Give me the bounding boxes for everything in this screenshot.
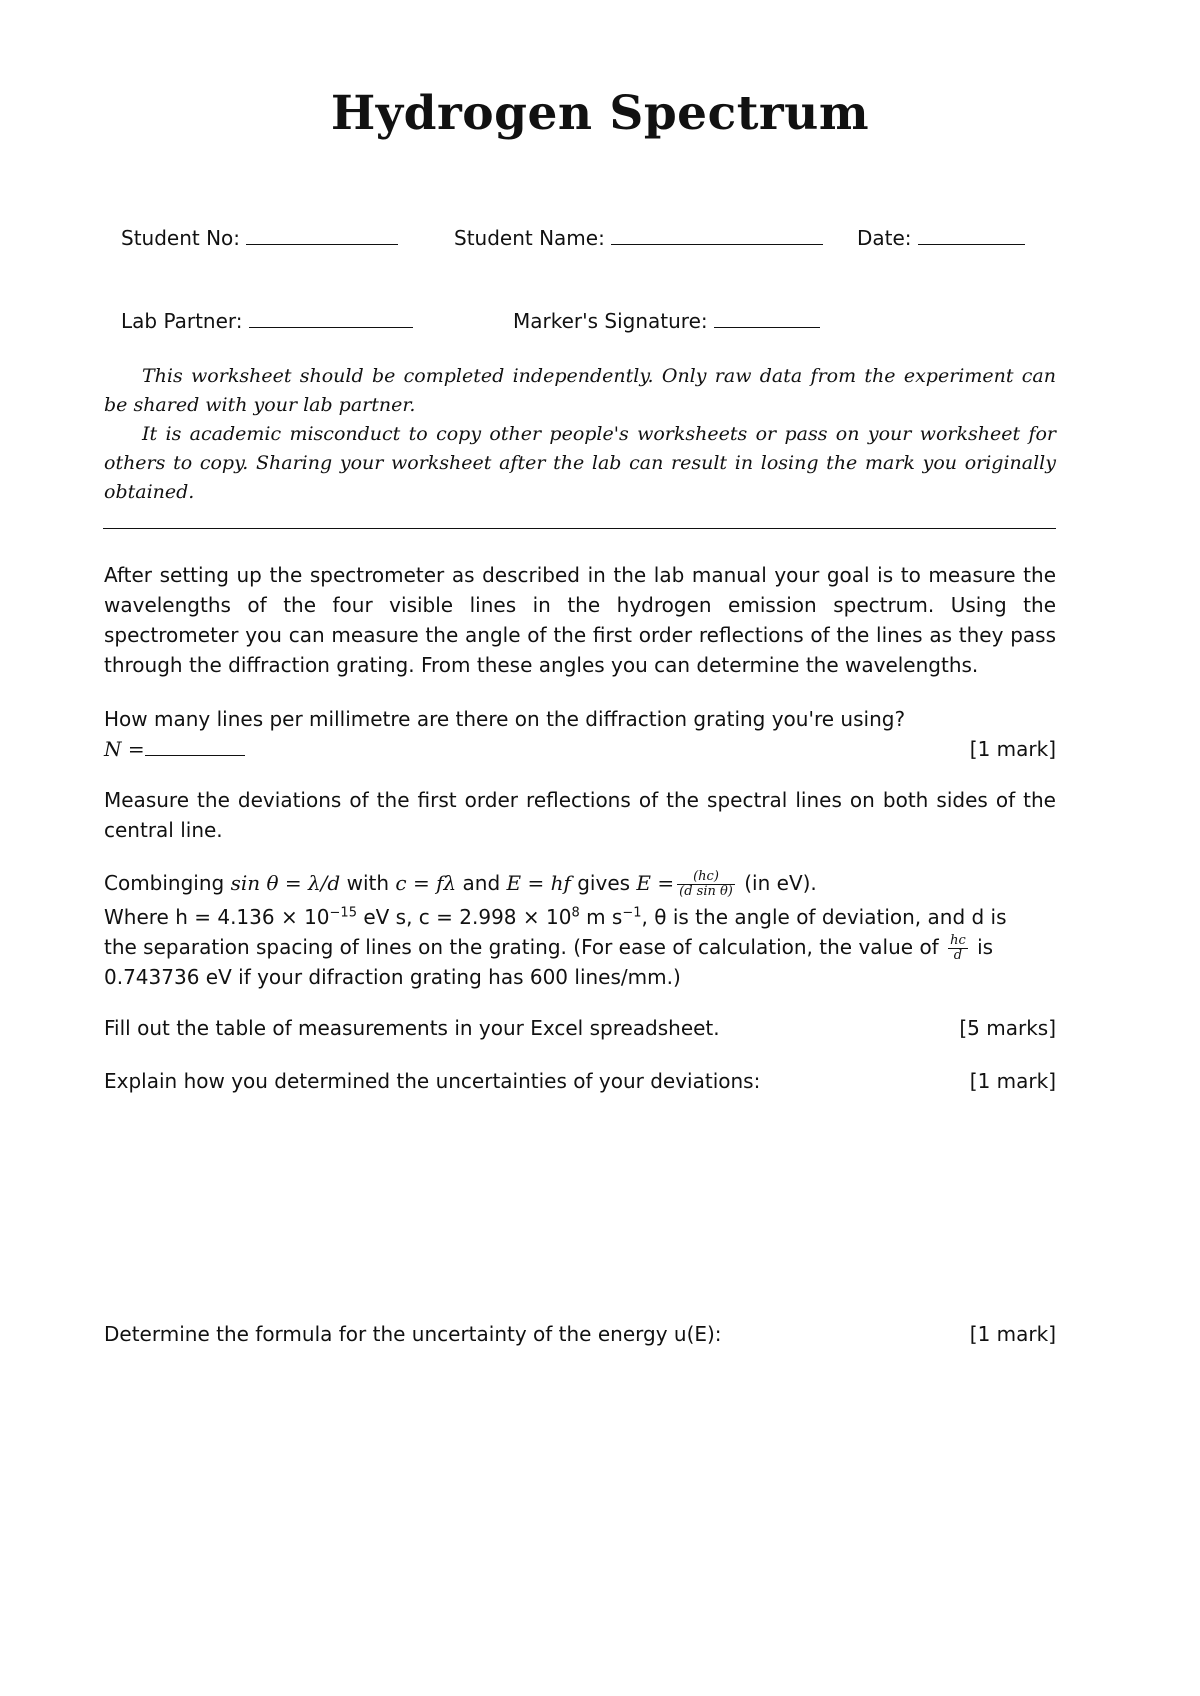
- formula-line: [104, 868, 1056, 899]
- exponent: −15: [329, 905, 357, 921]
- measure-paragraph: Measure the deviations of the first order reflections of the spectral lines on both sides of the central line.: [104, 788, 1056, 842]
- student-name-label: Student Name:: [454, 226, 605, 250]
- question-text: Determine the formula for the uncertainty of the energy u(E):: [104, 1322, 722, 1346]
- date-label: Date:: [857, 226, 912, 250]
- student-no-label: Student No:: [121, 226, 241, 250]
- question-uncertainty-deviation: [104, 1066, 1056, 1096]
- lab-partner-blank[interactable]: [249, 307, 413, 328]
- question-grating: [104, 704, 1056, 734]
- separation-text: is: [977, 935, 994, 959]
- hc-over-d-fraction: [948, 934, 968, 963]
- question-text: Explain how you determined the uncertainties of your deviations:: [104, 1069, 761, 1093]
- fraction-denominator: (d sin θ): [679, 884, 733, 899]
- student-name-field[interactable]: [454, 224, 823, 250]
- question-uncertainty-energy: [104, 1319, 1056, 1349]
- question-text: How many lines per millimetre are there on the diffraction grating you're using?: [104, 707, 906, 731]
- separation-line: [104, 932, 1056, 963]
- answer-space[interactable]: [104, 1353, 1056, 1653]
- formula-text: with: [346, 871, 390, 895]
- formula-math: E = hf: [506, 871, 571, 895]
- marks-label: [1 mark]: [969, 1322, 1056, 1346]
- marker-signature-label: Marker's Signature:: [513, 309, 708, 333]
- formula-text: gives: [577, 871, 631, 895]
- constants-text: m s: [579, 905, 623, 929]
- formula-text: Combinging: [104, 871, 225, 895]
- marks-label: [1 mark]: [969, 737, 1056, 761]
- formula-math: sin θ = λ/d: [230, 871, 341, 895]
- student-no-blank[interactable]: [246, 224, 398, 245]
- answer-blank[interactable]: [145, 735, 245, 756]
- page-title: Hydrogen Spectrum: [330, 86, 870, 141]
- marker-signature-field[interactable]: [513, 307, 820, 333]
- lab-partner-field[interactable]: [121, 307, 413, 333]
- constants-text: , θ is the angle of deviation, and d is: [641, 905, 1007, 929]
- exponent: −1: [622, 905, 642, 921]
- answer-line[interactable]: [104, 734, 245, 764]
- marks-label: [5 marks]: [959, 1016, 1056, 1040]
- date-field[interactable]: [857, 224, 1025, 250]
- divider: [103, 528, 1056, 529]
- formula-math: c = fλ: [395, 871, 457, 895]
- fraction-numerator: hc: [950, 933, 966, 948]
- lab-partner-label: Lab Partner:: [121, 309, 243, 333]
- energy-fraction: [677, 870, 735, 899]
- answer-space[interactable]: [104, 1100, 1056, 1300]
- constants-text: Where h = 4.136 × 10: [104, 905, 330, 929]
- value-line: 0.743736 eV if your difraction grating has 600 lines/mm.): [104, 965, 681, 989]
- exponent: 8: [571, 905, 580, 921]
- formula-text: (in eV).: [744, 871, 817, 895]
- formula-text: and: [462, 871, 501, 895]
- student-name-blank[interactable]: [611, 224, 823, 245]
- question-text: Fill out the table of measurements in your Excel spreadsheet.: [104, 1016, 720, 1040]
- question-table: [104, 1013, 1056, 1043]
- notice-paragraph: It is academic misconduct to copy other people's worksheets or pass on your worksheet for others to copy. Sharing your worksheet after the lab can result in losing the mark you originally obtained.: [104, 423, 1056, 503]
- marks-label: [1 mark]: [969, 1069, 1056, 1093]
- separation-text: the separation spacing of lines on the grating. (For ease of calculation, the value of: [104, 935, 939, 959]
- fraction-numerator: (hc): [677, 870, 735, 885]
- answer-label: N =: [104, 737, 145, 761]
- answer-grating: [104, 734, 1056, 764]
- student-info-row: [121, 224, 1081, 254]
- fraction-denominator: d: [953, 948, 963, 963]
- constants-text: eV s, c = 2.998 × 10: [356, 905, 572, 929]
- partner-info-row: [121, 307, 1081, 337]
- student-no-field[interactable]: [121, 224, 398, 250]
- date-blank[interactable]: [918, 224, 1025, 245]
- notice-paragraph: This worksheet should be completed independently. Only raw data from the experiment can be shared with your lab partner.: [104, 365, 1056, 416]
- formula-math: E =: [636, 871, 675, 895]
- constants-line: [104, 902, 1056, 932]
- integrity-notice: [104, 362, 1056, 507]
- intro-paragraph: After setting up the spectrometer as described in the lab manual your goal is to measure the wavelengths of the four visible lines in the hydrogen emission spectrum. Using the spectrometer you can measure the angle of the first order reflections of the lines as they pass through the diffraction grating. From these angles you can determine the wavelengths.: [104, 563, 1056, 677]
- marker-signature-blank[interactable]: [714, 307, 820, 328]
